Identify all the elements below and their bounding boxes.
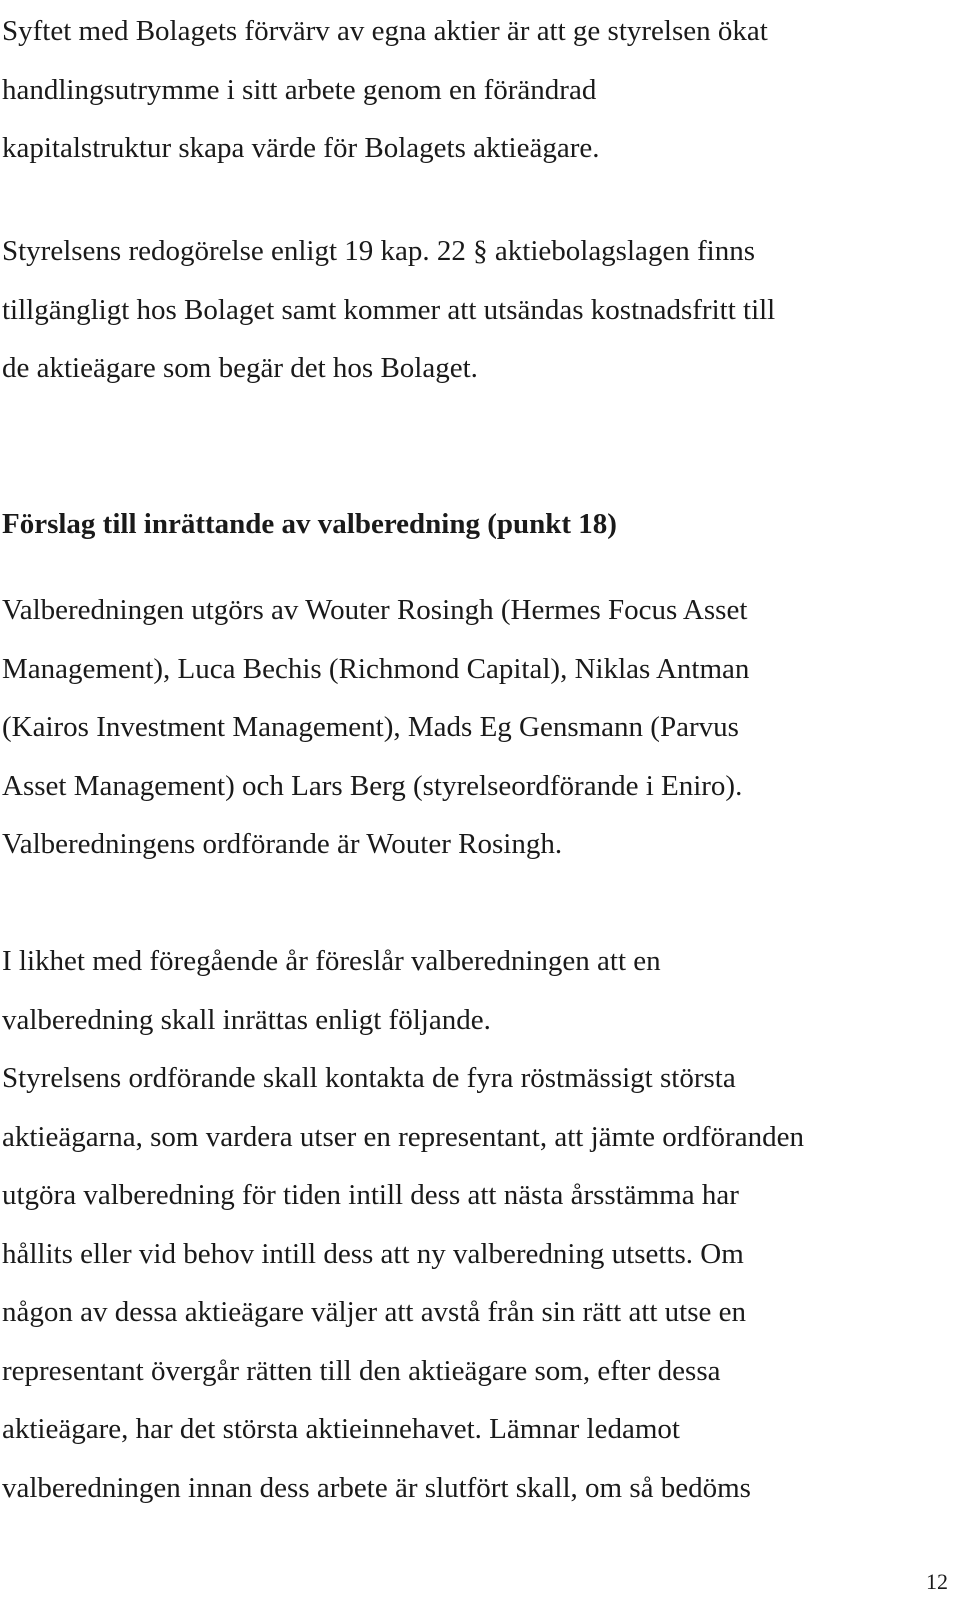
text-line: kapitalstruktur skapa värde för Bolagets aktieägare. xyxy=(2,132,600,164)
text-line: representant övergår rätten till den aktieägare som, efter dessa xyxy=(2,1354,721,1387)
text-line: utgöra valberedning för tiden intill dess att nästa årsstämma har xyxy=(2,1179,739,1211)
text-line: Management), Luca Bechis (Richmond Capital), Niklas Antman xyxy=(2,652,750,685)
paragraph-board-statement xyxy=(2,222,952,398)
text-line: (Kairos Investment Management), Mads Eg Gensmann (Parvus xyxy=(2,711,739,743)
text-line: tillgängligt hos Bolaget samt kommer att utsändas kostnadsfritt till xyxy=(2,293,776,326)
text-line: hållits eller vid behov intill dess att ny valberedning utsetts. Om xyxy=(2,1237,744,1270)
paragraph-share-buyback-purpose xyxy=(2,2,952,178)
section-heading: Förslag till inrättande av valberedning (punkt 18) xyxy=(2,508,617,540)
text-line: någon av dessa aktieägare väljer att avstå från sin rätt att utse en xyxy=(2,1296,747,1328)
text-line: Asset Management) och Lars Berg (styrelseordförande i Eniro). xyxy=(2,769,743,802)
text-line: Valberedningen utgörs av Wouter Rosingh (Hermes Focus Asset xyxy=(2,594,748,626)
text-line: de aktieägare som begär det hos Bolaget. xyxy=(2,352,478,384)
text-line: aktieägarna, som vardera utser en representant, att jämte ordföranden xyxy=(2,1120,804,1153)
page-number: 12 xyxy=(926,1569,948,1594)
text-line: Styrelsens ordförande skall kontakta de fyra röstmässigt största xyxy=(2,1062,736,1094)
paragraph-nomination-procedure xyxy=(2,1049,952,1517)
text-line: valberedningen innan dess arbete är slutfört skall, om så bedöms xyxy=(2,1471,751,1504)
paragraph-proposal-intro xyxy=(2,932,952,1049)
text-line: aktieägare, har det största aktieinnehavet. Lämnar ledamot xyxy=(2,1413,680,1445)
text-line: Styrelsens redogörelse enligt 19 kap. 22 § aktiebolagslagen finns xyxy=(2,235,756,267)
text-line: I likhet med föregående år föreslår valberedningen att en xyxy=(2,945,661,977)
text-line: Valberedningens ordförande är Wouter Rosingh. xyxy=(2,828,563,860)
text-line: handlingsutrymme i sitt arbete genom en förändrad xyxy=(2,73,597,106)
text-line: Syftet med Bolagets förvärv av egna aktier är att ge styrelsen ökat xyxy=(2,15,768,47)
text-line: valberedning skall inrättas enligt följande. xyxy=(2,1003,491,1036)
paragraph-nomination-committee-members xyxy=(2,581,952,874)
